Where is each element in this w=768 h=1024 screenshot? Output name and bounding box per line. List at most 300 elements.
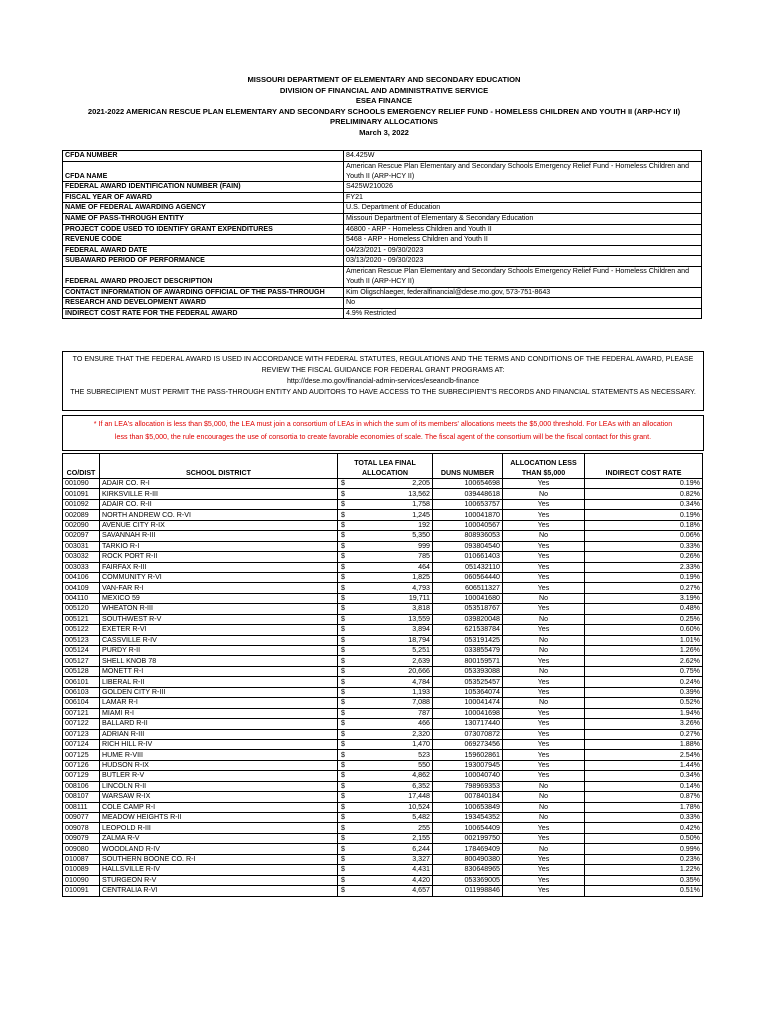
- cell-allocation: [338, 635, 433, 645]
- notice-url[interactable]: http://dese.mo.gov/financial-admin-services/eseanclb-finance: [286, 377, 480, 385]
- award-info-row: [63, 298, 702, 309]
- cell-district: VAN-FAR R-I: [100, 583, 338, 593]
- cell-less-than-5000: Yes: [503, 729, 585, 739]
- cell-less-than-5000: Yes: [503, 687, 585, 697]
- cell-code: 005123: [63, 635, 100, 645]
- allocation-amount: 3,894: [412, 625, 430, 634]
- table-row: [63, 687, 703, 697]
- cell-allocation: [338, 656, 433, 666]
- currency-symbol: $: [341, 541, 345, 550]
- cell-less-than-5000: Yes: [503, 760, 585, 770]
- cell-indirect-cost-rate: 0.99%: [585, 844, 703, 854]
- cell-less-than-5000: Yes: [503, 552, 585, 562]
- cell-code: 005124: [63, 646, 100, 656]
- cell-district: WHEATON R-III: [100, 604, 338, 614]
- cell-allocation: [338, 865, 433, 875]
- cell-allocation: [338, 739, 433, 749]
- cell-duns: 060564440: [433, 572, 503, 582]
- col-header-less-than-5000: ALLOCATION LESS THAN $5,000: [503, 454, 585, 479]
- table-row: [63, 635, 703, 645]
- allocation-amount: 1,758: [412, 500, 430, 509]
- cell-duns: 002199750: [433, 833, 503, 843]
- award-info-row: [63, 235, 702, 246]
- cell-less-than-5000: Yes: [503, 865, 585, 875]
- award-info-row: [63, 256, 702, 267]
- cell-indirect-cost-rate: 0.19%: [585, 572, 703, 582]
- cell-allocation: [338, 583, 433, 593]
- table-row: [63, 739, 703, 749]
- cell-code: 003032: [63, 552, 100, 562]
- award-info-value: 5468 - ARP - Homeless Children and Youth II: [344, 235, 702, 246]
- cell-district: AVENUE CITY R-IX: [100, 520, 338, 530]
- cell-indirect-cost-rate: 1.22%: [585, 865, 703, 875]
- currency-symbol: $: [341, 562, 345, 571]
- cell-district: ROCK PORT R-II: [100, 552, 338, 562]
- cell-district: EXETER R-VI: [100, 625, 338, 635]
- currency-symbol: $: [341, 573, 345, 582]
- award-info-row: [63, 161, 702, 182]
- cell-district: HALLSVILLE R-IV: [100, 865, 338, 875]
- cell-allocation: [338, 886, 433, 896]
- award-info-row: [63, 224, 702, 235]
- award-info-row: [63, 192, 702, 203]
- allocation-amount: 6,244: [412, 844, 430, 853]
- table-row: [63, 479, 703, 489]
- cell-indirect-cost-rate: 2.33%: [585, 562, 703, 572]
- cell-district: LAMAR R-I: [100, 698, 338, 708]
- award-info-value: U.S. Department of Education: [344, 203, 702, 214]
- currency-symbol: $: [341, 823, 345, 832]
- cell-code: 010090: [63, 875, 100, 885]
- cell-duns: 100653757: [433, 499, 503, 509]
- table-row: [63, 531, 703, 541]
- header-program-title: 2021-2022 AMERICAN RESCUE PLAN ELEMENTARY AND SECONDARY SCHOOLS EMERGENCY RELIEF FUND - HOMELESS CHILDREN AND YOUTH II (ARP-HCY II): [87, 106, 681, 116]
- currency-symbol: $: [341, 552, 345, 561]
- table-row: [63, 781, 703, 791]
- cell-allocation: [338, 875, 433, 885]
- currency-symbol: $: [341, 802, 345, 811]
- cell-district: NORTH ANDREW CO. R-VI: [100, 510, 338, 520]
- header-subtitle: PRELIMINARY ALLOCATIONS: [330, 117, 438, 126]
- award-info-value: No: [344, 298, 702, 309]
- award-info-label: CONTACT INFORMATION OF AWARDING OFFICIAL OF THE PASS-THROUGH: [63, 287, 344, 298]
- cell-district: SHELL KNOB 78: [100, 656, 338, 666]
- table-row: [63, 708, 703, 718]
- document-header: [0, 75, 768, 138]
- currency-symbol: $: [341, 865, 345, 874]
- cell-district: MIAMI R-I: [100, 708, 338, 718]
- allocation-amount: 2,205: [412, 479, 430, 488]
- award-info-row: [63, 213, 702, 224]
- cell-district: RICH HILL R-IV: [100, 739, 338, 749]
- header-date: March 3, 2022: [359, 127, 409, 137]
- cell-less-than-5000: Yes: [503, 854, 585, 864]
- cell-less-than-5000: No: [503, 698, 585, 708]
- cell-district: ADAIR CO. R-I: [100, 479, 338, 489]
- cell-code: 010087: [63, 854, 100, 864]
- cell-code: 007123: [63, 729, 100, 739]
- cell-less-than-5000: No: [503, 635, 585, 645]
- cell-duns: 100040567: [433, 520, 503, 530]
- award-info-label: CFDA NAME: [63, 161, 344, 182]
- cell-allocation: [338, 552, 433, 562]
- allocation-amount: 10,524: [408, 802, 430, 811]
- cell-indirect-cost-rate: 0.26%: [585, 552, 703, 562]
- cell-less-than-5000: Yes: [503, 771, 585, 781]
- cell-district: ADRIAN R-III: [100, 729, 338, 739]
- cell-code: 003033: [63, 562, 100, 572]
- cell-duns: 830648965: [433, 865, 503, 875]
- notice-line-1: TO ENSURE THAT THE FEDERAL AWARD IS USED IN ACCORDANCE WITH FEDERAL STATUTES, REGULATIONS AND THE TERMS AND CONDITIONS OF THE FEDERAL AWARD, PLEASE: [72, 355, 694, 363]
- currency-symbol: $: [341, 687, 345, 696]
- cell-district: CENTRALIA R-VI: [100, 886, 338, 896]
- award-info-value: FY21: [344, 192, 702, 203]
- cell-duns: 100041698: [433, 708, 503, 718]
- note-line-2: less than $5,000, the rule encourages the use of consortia to create favorable economies of scale. The fiscal agent of the consortium will be the fiscal contact for this grant.: [114, 432, 652, 441]
- allocation-amount: 1,825: [412, 573, 430, 582]
- cell-district: BUTLER R-V: [100, 771, 338, 781]
- cell-less-than-5000: No: [503, 802, 585, 812]
- table-row: [63, 625, 703, 635]
- allocation-amount: 13,559: [408, 614, 430, 623]
- notice-line-2: REVIEW THE FISCAL GUIDANCE FOR FEDERAL GRANT PROGRAMS AT:: [261, 366, 505, 374]
- table-row: [63, 854, 703, 864]
- cell-code: 005121: [63, 614, 100, 624]
- table-row: [63, 583, 703, 593]
- allocation-amount: 5,482: [412, 813, 430, 822]
- cell-allocation: [338, 792, 433, 802]
- currency-symbol: $: [341, 698, 345, 707]
- table-row: [63, 865, 703, 875]
- allocations-table: [62, 453, 703, 897]
- table-row: [63, 813, 703, 823]
- cell-indirect-cost-rate: 1.26%: [585, 646, 703, 656]
- cell-duns: 053393088: [433, 666, 503, 676]
- table-row: [63, 771, 703, 781]
- allocation-amount: 4,420: [412, 875, 430, 884]
- cell-district: MONETT R-I: [100, 666, 338, 676]
- award-info-row: [63, 182, 702, 193]
- cell-allocation: [338, 687, 433, 697]
- cell-allocation: [338, 760, 433, 770]
- cell-duns: 053191425: [433, 635, 503, 645]
- currency-symbol: $: [341, 594, 345, 603]
- cell-district: HUDSON R-IX: [100, 760, 338, 770]
- header-section: ESEA FINANCE: [355, 96, 413, 105]
- cell-district: WARSAW R-IX: [100, 792, 338, 802]
- cell-duns: 800490380: [433, 854, 503, 864]
- cell-code: 005128: [63, 666, 100, 676]
- award-info-row: [63, 151, 702, 162]
- award-info-label: NAME OF PASS-THROUGH ENTITY: [63, 213, 344, 224]
- cell-allocation: [338, 698, 433, 708]
- award-info-label: FEDERAL AWARD IDENTIFICATION NUMBER (FAIN): [63, 182, 344, 193]
- cell-code: 002090: [63, 520, 100, 530]
- cell-indirect-cost-rate: 0.33%: [585, 813, 703, 823]
- note-line-1: * If an LEA's allocation is less than $5,000, the LEA must join a consortium of LEAs in which the sum of its members' allocations meets the $5,000 threshold. For LEAs with an allocation: [93, 420, 673, 428]
- currency-symbol: $: [341, 625, 345, 634]
- cell-duns: 193007945: [433, 760, 503, 770]
- col-header-indirect-cost-rate: INDIRECT COST RATE: [585, 454, 703, 479]
- cell-indirect-cost-rate: 0.50%: [585, 833, 703, 843]
- allocation-amount: 1,245: [412, 510, 430, 519]
- cell-duns: 159602861: [433, 750, 503, 760]
- cell-allocation: [338, 499, 433, 509]
- cell-less-than-5000: Yes: [503, 562, 585, 572]
- cell-less-than-5000: Yes: [503, 823, 585, 833]
- cell-duns: 033855479: [433, 646, 503, 656]
- cell-indirect-cost-rate: 0.75%: [585, 666, 703, 676]
- cell-duns: 798969353: [433, 781, 503, 791]
- cell-duns: 105364074: [433, 687, 503, 697]
- table-row: [63, 604, 703, 614]
- cell-less-than-5000: No: [503, 666, 585, 676]
- cell-allocation: [338, 625, 433, 635]
- allocation-amount: 1,193: [412, 687, 430, 696]
- cell-allocation: [338, 833, 433, 843]
- cell-allocation: [338, 646, 433, 656]
- allocation-amount: 3,327: [412, 854, 430, 863]
- cell-code: 009077: [63, 813, 100, 823]
- cell-code: 002089: [63, 510, 100, 520]
- cell-district: KIRKSVILLE R-III: [100, 489, 338, 499]
- cell-allocation: [338, 572, 433, 582]
- cell-duns: 178469409: [433, 844, 503, 854]
- allocation-amount: 20,666: [408, 667, 430, 676]
- cell-code: 007122: [63, 719, 100, 729]
- award-info-table: [62, 150, 702, 319]
- cell-allocation: [338, 510, 433, 520]
- table-row: [63, 572, 703, 582]
- cell-code: 007124: [63, 739, 100, 749]
- currency-symbol: $: [341, 479, 345, 488]
- cell-code: 001092: [63, 499, 100, 509]
- cell-allocation: [338, 708, 433, 718]
- cell-district: MEADOW HEIGHTS R-II: [100, 813, 338, 823]
- table-row: [63, 499, 703, 509]
- cell-less-than-5000: Yes: [503, 833, 585, 843]
- cell-duns: 808936053: [433, 531, 503, 541]
- cell-district: STURGEON R-V: [100, 875, 338, 885]
- currency-symbol: $: [341, 667, 345, 676]
- award-info-value: 04/23/2021 - 09/30/2023: [344, 245, 702, 256]
- cell-code: 001091: [63, 489, 100, 499]
- cell-duns: 100041474: [433, 698, 503, 708]
- table-row: [63, 886, 703, 896]
- cell-less-than-5000: Yes: [503, 656, 585, 666]
- cell-indirect-cost-rate: 0.27%: [585, 583, 703, 593]
- award-info-row: [63, 287, 702, 298]
- currency-symbol: $: [341, 708, 345, 717]
- cell-district: WOODLAND R-IV: [100, 844, 338, 854]
- cell-indirect-cost-rate: 3.26%: [585, 719, 703, 729]
- col-header-duns: DUNS NUMBER: [433, 454, 503, 479]
- cell-less-than-5000: Yes: [503, 739, 585, 749]
- table-row: [63, 562, 703, 572]
- cell-district: LINCOLN R-II: [100, 781, 338, 791]
- table-row: [63, 666, 703, 676]
- cell-code: 008107: [63, 792, 100, 802]
- allocation-amount: 785: [418, 552, 430, 561]
- cell-less-than-5000: No: [503, 813, 585, 823]
- cell-indirect-cost-rate: 0.34%: [585, 499, 703, 509]
- currency-symbol: $: [341, 761, 345, 770]
- table-row: [63, 760, 703, 770]
- cell-district: LEOPOLD R-III: [100, 823, 338, 833]
- currency-symbol: $: [341, 489, 345, 498]
- award-info-value: 03/13/2020 - 09/30/2023: [344, 256, 702, 267]
- award-info-value: 46800 - ARP - Homeless Children and Youth II: [344, 224, 702, 235]
- header-department: MISSOURI DEPARTMENT OF ELEMENTARY AND SECONDARY EDUCATION: [247, 75, 521, 84]
- cell-code: 007125: [63, 750, 100, 760]
- cell-code: 007129: [63, 771, 100, 781]
- cell-allocation: [338, 781, 433, 791]
- currency-symbol: $: [341, 750, 345, 759]
- currency-symbol: $: [341, 834, 345, 843]
- cell-less-than-5000: Yes: [503, 604, 585, 614]
- currency-symbol: $: [341, 771, 345, 780]
- allocation-amount: 787: [418, 708, 430, 717]
- allocation-amount: 5,350: [412, 531, 430, 540]
- allocation-amount: 4,862: [412, 771, 430, 780]
- cell-code: 001090: [63, 479, 100, 489]
- cell-code: 009080: [63, 844, 100, 854]
- cell-district: SOUTHERN BOONE CO. R-I: [100, 854, 338, 864]
- cell-less-than-5000: Yes: [503, 875, 585, 885]
- allocation-amount: 4,793: [412, 583, 430, 592]
- cell-indirect-cost-rate: 1.01%: [585, 635, 703, 645]
- currency-symbol: $: [341, 854, 345, 863]
- allocation-amount: 3,818: [412, 604, 430, 613]
- cell-code: 005120: [63, 604, 100, 614]
- cell-allocation: [338, 854, 433, 864]
- cell-code: 006101: [63, 677, 100, 687]
- cell-code: 010089: [63, 865, 100, 875]
- cell-allocation: [338, 604, 433, 614]
- cell-district: SAVANNAH R-III: [100, 531, 338, 541]
- cell-district: ZALMA R-V: [100, 833, 338, 843]
- cell-indirect-cost-rate: 0.82%: [585, 489, 703, 499]
- currency-symbol: $: [341, 531, 345, 540]
- cell-duns: 053518767: [433, 604, 503, 614]
- cell-code: 008111: [63, 802, 100, 812]
- currency-symbol: $: [341, 844, 345, 853]
- allocation-amount: 192: [418, 520, 430, 529]
- currency-symbol: $: [341, 604, 345, 613]
- cell-indirect-cost-rate: 0.51%: [585, 886, 703, 896]
- allocation-amount: 17,448: [408, 792, 430, 801]
- cell-allocation: [338, 813, 433, 823]
- cell-allocation: [338, 614, 433, 624]
- cell-district: BALLARD R-II: [100, 719, 338, 729]
- cell-code: 004110: [63, 593, 100, 603]
- cell-duns: 193454352: [433, 813, 503, 823]
- allocation-amount: 4,657: [412, 886, 430, 895]
- award-info-label: FEDERAL AWARD PROJECT DESCRIPTION: [63, 266, 344, 287]
- cell-less-than-5000: No: [503, 792, 585, 802]
- table-row: [63, 677, 703, 687]
- currency-symbol: $: [341, 500, 345, 509]
- currency-symbol: $: [341, 677, 345, 686]
- cell-indirect-cost-rate: 0.14%: [585, 781, 703, 791]
- allocation-amount: 1,470: [412, 740, 430, 749]
- currency-symbol: $: [341, 583, 345, 592]
- cell-indirect-cost-rate: 0.34%: [585, 771, 703, 781]
- cell-code: 004106: [63, 572, 100, 582]
- cell-indirect-cost-rate: 1.44%: [585, 760, 703, 770]
- cell-less-than-5000: Yes: [503, 708, 585, 718]
- cell-code: 005122: [63, 625, 100, 635]
- award-info-row: [63, 308, 702, 319]
- cell-less-than-5000: Yes: [503, 510, 585, 520]
- allocation-amount: 4,431: [412, 865, 430, 874]
- currency-symbol: $: [341, 646, 345, 655]
- cell-less-than-5000: Yes: [503, 541, 585, 551]
- award-info-label: PROJECT CODE USED TO IDENTIFY GRANT EXPENDITURES: [63, 224, 344, 235]
- cell-district: FAIRFAX R-III: [100, 562, 338, 572]
- award-info-value: 4.9% Restricted: [344, 308, 702, 319]
- cell-less-than-5000: No: [503, 646, 585, 656]
- allocation-amount: 4,784: [412, 677, 430, 686]
- allocation-amount: 999: [418, 541, 430, 550]
- cell-district: TARKIO R-I: [100, 541, 338, 551]
- col-header-district: SCHOOL DISTRICT: [100, 454, 338, 479]
- col-header-allocation: TOTAL LEA FINAL ALLOCATION: [338, 454, 433, 479]
- col-header-code: CO/DIST: [63, 454, 100, 479]
- cell-less-than-5000: Yes: [503, 520, 585, 530]
- allocation-amount: 464: [418, 562, 430, 571]
- award-info-value: 84.425W: [344, 151, 702, 162]
- currency-symbol: $: [341, 719, 345, 728]
- cell-district: PURDY R-II: [100, 646, 338, 656]
- cell-allocation: [338, 531, 433, 541]
- cell-less-than-5000: No: [503, 844, 585, 854]
- award-info-label: CFDA NUMBER: [63, 151, 344, 162]
- cell-duns: 100654409: [433, 823, 503, 833]
- allocation-amount: 2,320: [412, 729, 430, 738]
- cell-less-than-5000: Yes: [503, 625, 585, 635]
- table-row: [63, 541, 703, 551]
- compliance-notice: [62, 351, 704, 411]
- allocation-amount: 466: [418, 719, 430, 728]
- cell-less-than-5000: Yes: [503, 572, 585, 582]
- table-row: [63, 719, 703, 729]
- award-info-label: RESEARCH AND DEVELOPMENT AWARD: [63, 298, 344, 309]
- cell-indirect-cost-rate: 0.23%: [585, 854, 703, 864]
- currency-symbol: $: [341, 781, 345, 790]
- cell-allocation: [338, 541, 433, 551]
- cell-duns: 069273456: [433, 739, 503, 749]
- table-row: [63, 646, 703, 656]
- cell-less-than-5000: No: [503, 531, 585, 541]
- allocation-amount: 255: [418, 823, 430, 832]
- allocation-amount: 2,155: [412, 834, 430, 843]
- cell-district: COLE CAMP R-I: [100, 802, 338, 812]
- cell-less-than-5000: No: [503, 614, 585, 624]
- cell-duns: 100041870: [433, 510, 503, 520]
- allocation-amount: 5,251: [412, 646, 430, 655]
- cell-allocation: [338, 562, 433, 572]
- cell-allocation: [338, 750, 433, 760]
- award-info-label: INDIRECT COST RATE FOR THE FEDERAL AWARD: [63, 308, 344, 319]
- allocation-amount: 19,711: [408, 594, 430, 603]
- table-row: [63, 802, 703, 812]
- allocation-amount: 550: [418, 761, 430, 770]
- cell-allocation: [338, 729, 433, 739]
- cell-code: 010091: [63, 886, 100, 896]
- award-info-label: FISCAL YEAR OF AWARD: [63, 192, 344, 203]
- cell-indirect-cost-rate: 0.27%: [585, 729, 703, 739]
